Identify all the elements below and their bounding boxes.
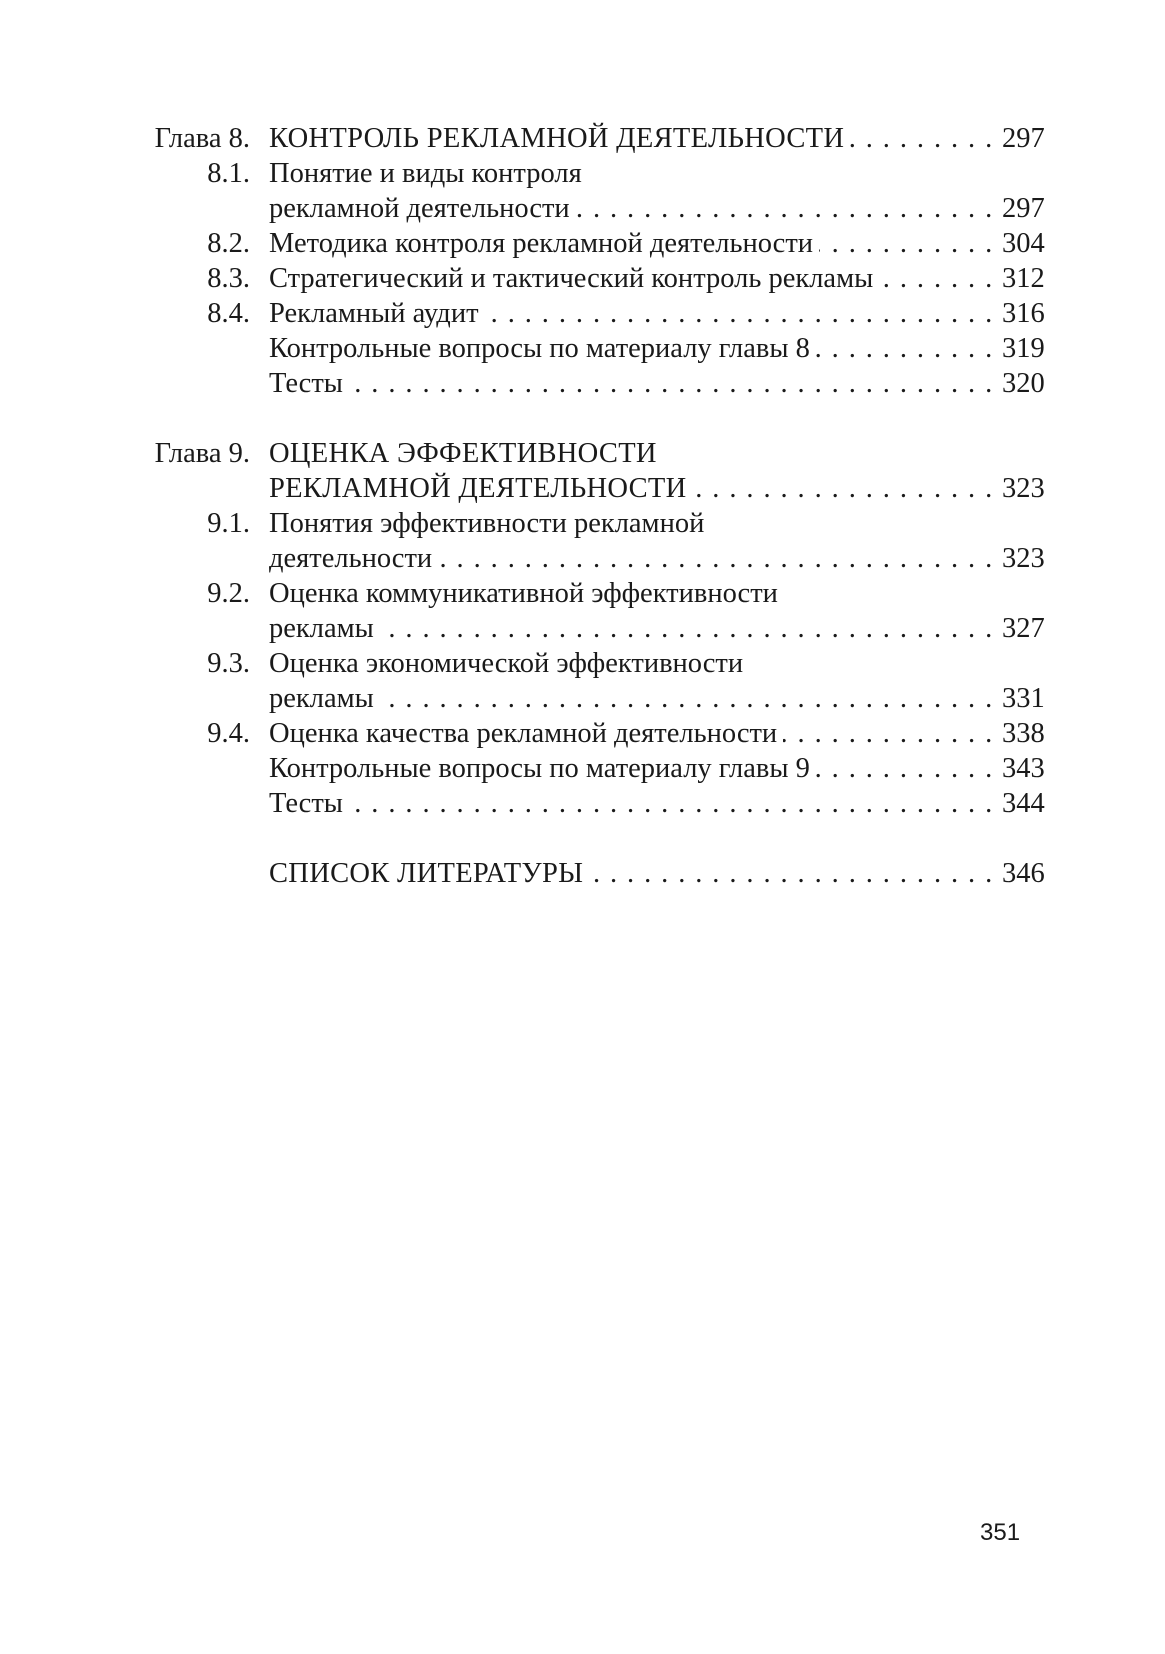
page-number: 331 [998, 681, 1045, 716]
section-title: СПИСОК ЛИТЕРАТУРЫ [269, 858, 589, 889]
toc-item-9-4[interactable] [0, 716, 1165, 751]
section-number: 8.3. [207, 263, 250, 294]
toc-item-9-1-cont[interactable] [0, 541, 1165, 576]
toc-chapter-9[interactable] [0, 436, 1165, 471]
section-title: Оценка экономической эффективности [269, 648, 749, 679]
toc-tests-8[interactable] [0, 366, 1165, 401]
section-number: 9.3. [207, 648, 250, 679]
page-number: 297 [998, 121, 1045, 156]
toc-item-8-2[interactable] [0, 226, 1165, 261]
page-folio: 351 [980, 1519, 1021, 1546]
page-number: 323 [998, 471, 1045, 506]
page-number: 312 [998, 261, 1045, 296]
toc-item-8-3[interactable] [0, 261, 1165, 296]
page-number: 338 [998, 716, 1045, 751]
section-title: Рекламный аудит [269, 298, 485, 329]
chapter-title-cont: РЕКЛАМНОЙ ДЕЯТЕЛЬНОСТИ [269, 473, 693, 504]
section-title: Понятия эффективности рекламной [269, 508, 710, 539]
toc-item-8-1[interactable] [0, 156, 1165, 191]
toc-item-9-2[interactable] [0, 576, 1165, 611]
section-title-cont: рекламы [269, 683, 380, 714]
page-number: 320 [998, 366, 1045, 401]
toc-tests-9[interactable] [0, 786, 1165, 821]
section-title: Стратегический и тактический контроль рекламы [269, 263, 879, 294]
page-number: 346 [998, 856, 1045, 891]
section-number: 9.2. [207, 578, 250, 609]
section-title: Контрольные вопросы по материалу главы 8 [269, 333, 816, 364]
toc-item-9-2-cont[interactable] [0, 611, 1165, 646]
page-number: 343 [998, 751, 1045, 786]
toc-item-9-1[interactable] [0, 506, 1165, 541]
section-number: 8.4. [207, 298, 250, 329]
toc-bibliography[interactable] [0, 856, 1165, 891]
toc-chapter-9-cont[interactable] [0, 471, 1165, 506]
section-title-cont: деятельности [269, 543, 438, 574]
chapter-title: ОЦЕНКА ЭФФЕКТИВНОСТИ [269, 438, 663, 469]
toc-item-9-3-cont[interactable] [0, 681, 1165, 716]
page-number: 344 [998, 786, 1045, 821]
toc-questions-8[interactable] [0, 331, 1165, 366]
toc-item-8-4[interactable] [0, 296, 1165, 331]
section-title: Контрольные вопросы по материалу главы 9 [269, 753, 816, 784]
section-number: 9.4. [207, 718, 250, 749]
spacer [0, 821, 1165, 856]
toc-questions-9[interactable] [0, 751, 1165, 786]
section-title: Оценка коммуникативной эффективности [269, 578, 784, 609]
toc-chapter-8[interactable] [0, 121, 1165, 156]
page-number: 323 [998, 541, 1045, 576]
spacer [0, 401, 1165, 436]
page-number: 316 [998, 296, 1045, 331]
page-number: 327 [998, 611, 1045, 646]
section-title-cont: рекламной деятельности [269, 193, 576, 224]
section-title: Тесты [269, 788, 349, 819]
chapter-label: Глава 8. [154, 123, 250, 154]
chapter-label: Глава 9. [154, 438, 250, 469]
chapter-title: КОНТРОЛЬ РЕКЛАМНОЙ ДЕЯТЕЛЬНОСТИ [269, 123, 850, 154]
toc-item-9-3[interactable] [0, 646, 1165, 681]
page-number: 304 [998, 226, 1045, 261]
section-title: Тесты [269, 368, 349, 399]
page-number: 319 [998, 331, 1045, 366]
section-title: Методика контроля рекламной деятельности [269, 228, 819, 259]
section-title: Понятие и виды контроля [269, 158, 588, 189]
page-number: 297 [998, 191, 1045, 226]
section-number: 8.2. [207, 228, 250, 259]
section-title-cont: рекламы [269, 613, 380, 644]
section-number: 9.1. [207, 508, 250, 539]
section-number: 8.1. [207, 158, 250, 189]
toc-item-8-1-cont[interactable] [0, 191, 1165, 226]
table-of-contents [0, 121, 1165, 891]
section-title: Оценка качества рекламной деятельности [269, 718, 783, 749]
